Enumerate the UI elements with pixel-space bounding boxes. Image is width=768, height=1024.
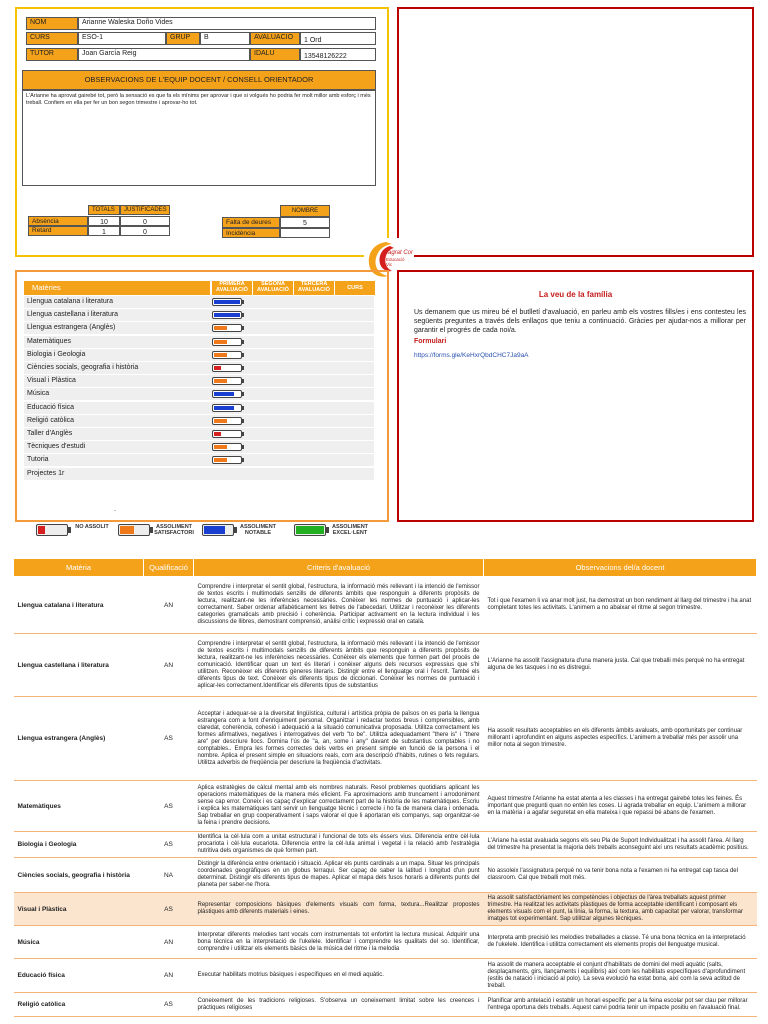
materies-header: Matèries — [24, 281, 210, 295]
criteria-qualificacio: AN — [144, 577, 194, 634]
subject-row — [24, 336, 374, 349]
subject-row — [24, 322, 374, 335]
criteria-materia: Educació física — [14, 959, 144, 993]
subject-name: Biologia i Geologia — [27, 350, 86, 358]
criteria-criteris: Representar composicions bàsiques d'elements visuals com forma, textura...Realitzar propostes plàstiques amb diferents materials i eines. — [194, 893, 484, 926]
nombre-label: NOMBRE — [280, 205, 330, 217]
criteria-criteris: Identifica la cèl·lula com a unitat estructural i funcional de tots els éssers vius. Diferencia entre cèl·lula procariota i cèl·lula eucariota. Diferencia entre la cèl·lula animal i vegetal i la relació amb l'estratègia nutritiva dels organismes de què formen part. — [194, 832, 484, 858]
grup-label: GRUP — [166, 32, 200, 45]
grade-battery-icon — [212, 324, 244, 332]
absencia-just: 0 — [120, 216, 170, 226]
criteria-criteris: Comprendre i interpretar el sentit global, l'estructura, la informació més rellevant i la intenció de l'emissor de textos escrits i multimodals senzills de diferents àmbits que responguin a diferents propòsits de lectura, realitzant-ne les inferències necessàries. Conèixer les normes de puntuació i aplicar-les correctament. Saber ordenar alfabèticament les lletres de l'abecedari. Utilitzar i reconèixer les diferents categories gramaticals amb precisió i coherència. Participar activament en la lectura individual i les discussions de llibres, demostrant comprensió, anàlisi crític i expressió oral en català. — [194, 577, 484, 634]
falta-label: Falta de deures — [222, 217, 280, 228]
subject-name: Llengua estrangera (Anglès) — [27, 324, 116, 332]
absencia-total: 10 — [88, 216, 120, 226]
subject-name: Tutoria — [27, 456, 49, 464]
idalu-label: IDALU — [250, 48, 300, 61]
subject-name: Tècniques d'estudi — [27, 443, 86, 451]
subject-row — [24, 309, 374, 322]
criteria-observacions: Tot i que l'examen li va anar molt just, ha demostrat un bon rendiment al llarg del trimestre i ha anat completant totes les activitats. L'animem a no abaixar el ritme al segon trimestre. — [484, 577, 757, 634]
grade-battery-icon — [212, 364, 244, 372]
avaluacio-value: 1 Ord — [300, 32, 376, 45]
subject-row — [24, 454, 374, 467]
criteria-observacions: Aquest trimestre l'Arianne ha estat atenta a les classes i ha entregat gairebé totes les feines. És important que pregunti quan no entén les coses. Li agrada treballar en equip. L'animem a millorar en la matèria i a agafar seguretat en ella mateixa i que repassi bé abans de l'examen. — [484, 781, 757, 832]
grade-battery-icon — [212, 311, 244, 319]
subject-name: Educació física — [27, 403, 75, 411]
criteria-qualificacio: AS — [144, 832, 194, 858]
criteria-qualificacio: AN — [144, 634, 194, 697]
criteria-materia: Matemàtiques — [14, 781, 144, 832]
col-segona: SEGONA AVALUACIÓ — [253, 281, 293, 295]
subject-row — [24, 428, 374, 441]
curs-label: CURS — [26, 32, 78, 45]
criteria-table — [13, 558, 757, 1017]
subject-row — [24, 402, 374, 415]
criteria-criteris: Interpretar diferents melodies tant vocals com instrumentals tot enfortint la lectura musical. Adquirir una bona tècnica en la interpretació de l'ukelele. Identificar i comprendre les qualitats del so. Identificar, comprendre i utilitzar els elements bàsics de la música del ritme i la melodia — [194, 926, 484, 959]
criteria-observacions: Planificar amb antelació i establir un horari específic per a la feina escolar pot ser clau per millorar l'entrega oportuna dels treballs. Aquest canvi podria tenir un impacte positiu en l'avaluació final. — [484, 993, 757, 1017]
criteria-observacions: Ha assolit resultats acceptables en els diferents àmbits avaluats, amb oportunitats per continuar millorant i aprofundint en alguns aspectes específics. L'animem a treballar més per assolir una millor nota al segon trimestre. — [484, 697, 757, 781]
retard-just: 0 — [120, 226, 170, 236]
subject-name: Llengua castellana i literatura — [27, 311, 119, 319]
logo-line1: Sagrat Cor — [384, 250, 414, 256]
subject-name: Ciències socials, geografia i història — [27, 364, 139, 371]
criteria-materia: Llengua castellana i literatura — [14, 634, 144, 697]
criteria-qualificacio: AN — [144, 959, 194, 993]
criteria-criteris: Comprendre i interpretar el sentit global, l'estructura, la informació més rellevant i la intenció de l'emissor de textos escrits i multimodals senzills de diferents àmbits que responguin a diferents propòsits de lectura, realitzant-ne les inferències necessàries. Conèixer els elements que formen part del procés de comunicació. Identificar quan un text és literari i conèixer alguns dels recursos expressius que s'hi utilitzen. Reconèixer els diferents gèneres literaris. Distingir entre el llenguatge oral i l'escrit. També els diferents tipus de text. Conèixer els diferents tipus de diccionari. Conèixer les normes de puntuació i aplicar-les correctament.Identificar els diferents tipus de substantius — [194, 634, 484, 697]
logo-line2: Educació — [386, 257, 405, 262]
legend-label: ASSOLIMENT EXCEL·LENT — [331, 524, 369, 536]
justificades-label: JUSTIFICADES — [120, 205, 170, 215]
logo-line3: Vic — [386, 262, 393, 267]
criteria-row — [14, 577, 757, 634]
subject-row — [24, 349, 374, 362]
criteria-row — [14, 697, 757, 781]
form-label: Formulari — [414, 338, 447, 345]
subject-row — [24, 441, 374, 454]
legend-battery-icon — [294, 524, 330, 536]
col-primera: PRIMERA AVALUACIÓ — [212, 281, 252, 295]
observacions-title: OBSERVACIONS DE L'EQUIP DOCENT / CONSELL ORIENTADOR — [22, 70, 376, 90]
form-link[interactable]: https://forms.gle/KeHxrQbdCHC7Ja9aA — [414, 352, 529, 359]
subject-name: Llengua catalana i literatura — [27, 298, 114, 305]
criteria-observacions: Ha assolit satisfactòriament les competències i objectius de l'àrea treballats aquest primer trimestre. Ha realitzat les activitats plàstiques de forma acceptable identificant i composant els elements visuals com el punt, la línia, la forma, la textura, amb capacitat per valorar, transformar imatges tot experimentant. Sap utilitzar algunes tècniques. — [484, 893, 757, 926]
criteria-qualificacio: AS — [144, 781, 194, 832]
col-tercera: TERCERA AVALUACIÓ — [294, 281, 334, 295]
grade-battery-icon — [212, 417, 244, 425]
grade-battery-icon — [212, 351, 244, 359]
th-criteris: Criteris d'avaluació — [194, 559, 484, 577]
subject-name: Música — [27, 390, 50, 398]
dot-mark: . — [114, 506, 116, 513]
subject-row — [24, 468, 374, 481]
retard-total: 1 — [88, 226, 120, 236]
criteria-criteris: Distingir la diferència entre orientació i situació. Aplicar els punts cardinals a un mapa. Situar les principals coordenades geogràfiques en un globus terraqui. Ser capaç de saber la latitud i longitud d'un punt determinat. Distingir els diferents tipus de mapes. Aplicar el mapa dels fusos horaris a diferents punts del planeta per saber-ne l'hora. — [194, 858, 484, 893]
subject-name: Taller d'Anglès — [27, 430, 73, 437]
subject-row — [24, 375, 374, 388]
subject-row — [24, 296, 374, 309]
totals-label: TOTALS — [88, 205, 120, 215]
tutor-value: Joan García Reig — [78, 48, 250, 61]
subject-name: Projectes 1r — [27, 469, 65, 477]
criteria-observacions: No assoleix l'assignatura perquè no va tenir bona nota a l'examen ni ha entregat cap tasca del classroom. Cal que treballi molt més. — [484, 858, 757, 893]
blank-panel — [397, 7, 754, 257]
curs-value: ESO-1 — [78, 32, 166, 45]
criteria-row — [14, 926, 757, 959]
criteria-qualificacio: AS — [144, 697, 194, 781]
criteria-observacions: Interpreta amb precisió les melodies treballades a classe. Té una bona tècnica en la interpretació de l'ukelele. Identifica i utilitza correctament els elements propis del llenguatge musical. — [484, 926, 757, 959]
family-text: Us demanem que us mireu bé el butlletí d'avaluació, en parleu amb els vostres fills/es i ens contesteu les següents preguntes a través dels enllaços que teniu a continuació. Gràcies per ajudar-nos a millorar per garantir el progrés de cada noi/a. — [414, 309, 746, 334]
grade-battery-icon — [212, 404, 244, 412]
falta-value: 5 — [280, 217, 330, 228]
avaluacio-label: AVALUACIÓ — [250, 32, 300, 45]
grade-battery-icon — [212, 338, 244, 346]
criteria-observacions: L'Arianne ha assolit l'assignatura d'una manera justa. Cal que treballi més perquè no ha entregat alguna de les tasques i no es distregui. — [484, 634, 757, 697]
idalu-value: 13548126222 — [300, 48, 376, 61]
criteria-materia: Ciències socials, geografia i història — [14, 858, 144, 893]
criteria-materia: Biologia i Geologia — [14, 832, 144, 858]
grade-battery-icon — [212, 298, 244, 306]
legend-label: NO ASSOLIT — [75, 524, 109, 530]
tutor-label: TUTOR — [26, 48, 78, 61]
col-curs: CURS — [335, 281, 375, 295]
grup-value: B — [200, 32, 250, 45]
criteria-qualificacio: AN — [144, 926, 194, 959]
grade-battery-icon — [212, 390, 244, 398]
criteria-materia: Religió catòlica — [14, 993, 144, 1017]
criteria-qualificacio: AS — [144, 993, 194, 1017]
grade-battery-icon — [212, 443, 244, 451]
retard-label: Retard — [28, 226, 88, 236]
criteria-row — [14, 781, 757, 832]
subject-row — [24, 415, 374, 428]
criteria-criteris: Aplica estratègies de càlcul mental amb els nombres naturals. Resol problemes quotidians aplicant les operacions matemàtiques de la manera més eficient. Fa aproximacions amb truncament i arrodoniment sense cap error. Coneix i es capaç d'explicar correctament part de la història de les matemàtiques. Escriu i explica les matemàtiques tant servir un llenguatge tècnic i correcte i ho fa de manera clara i ordenada. Sap treballar en grup cooperativament i saps valorar el que li aportaran els companys, sap organitzar-se la feina i prendre decisions. — [194, 781, 484, 832]
criteria-criteris: Coneixement de les tradicions religioses. S'observa un coneixement limitat sobre les creences i pràctiques religioses — [194, 993, 484, 1017]
th-qualificacio: Qualificació — [144, 559, 194, 577]
subject-name: Matemàtiques — [27, 337, 71, 345]
absencia-label: Absència — [28, 216, 88, 226]
criteria-materia: Visual i Plàstica — [14, 893, 144, 926]
incidencia-value — [280, 228, 330, 238]
criteria-row — [14, 959, 757, 993]
legend-battery-icon — [118, 524, 154, 536]
legend-battery-icon — [202, 524, 238, 536]
grade-battery-icon — [212, 377, 244, 385]
criteria-observacions: L'Ariane ha estat avaluada segons els seu Pla de Suport Individualitzat i ha assolit l'àrea. Al llarg del trimestre ha presentat la majoria dels treballs aconseguint així uns resultats acadèmic positius. — [484, 832, 757, 858]
criteria-criteris: Executar habilitats motrius bàsiques i específiques en el medi aquàtic. — [194, 959, 484, 993]
observacions-text: L'Arianne ha aprovat gairebé tot, però la sensació es que fa els mínims per aprovar i que si volgués ho podria fer molt millor amb esforç i més treball. Confiem en ella per fer un bon segon trimestre i aprovar-ho tot. — [22, 90, 376, 186]
legend-battery-icon — [36, 524, 72, 536]
grade-battery-icon — [212, 430, 244, 438]
criteria-row — [14, 858, 757, 893]
criteria-qualificacio: AS — [144, 893, 194, 926]
subject-row — [24, 362, 374, 375]
grade-battery-icon — [212, 456, 244, 464]
criteria-row — [14, 832, 757, 858]
criteria-row — [14, 993, 757, 1017]
subject-name: Visual i Plàstica — [27, 377, 76, 385]
criteria-qualificacio: NA — [144, 858, 194, 893]
nom-label: NOM — [26, 17, 78, 30]
criteria-criteris: Acceptar i adequar-se a la diversitat lingüística, cultural i artística pròpia de països on es parla la llengua estrangera com a font d'enriquiment personal. Organitzar i redactar textos breus i comprensibles, amb claredat, coherència, cohesió i adequació a la situació comunicativa proposada. Utilitza correctament les formes afirmatives, negatives i interrogatives del verb "to be". Utilitza adequadament "there is" i "there are" per descriure llocs. Domina l'ús de "a, an, some i any" davant de substantius comptables i no comptables.. Empra les formes correctes dels verbs en present simple en funció de la persona i el nombre. Aplica el present simple en situacions reals, com ara descripció d'hàbits, rutines o fets regulars. Utilitza adverbis de freqüència per descriure la freqüència d'activitats. — [194, 697, 484, 781]
subject-row — [24, 388, 374, 401]
th-observacions: Observacions del/a docent — [484, 559, 757, 577]
criteria-materia: Llengua estrangera (Anglès) — [14, 697, 144, 781]
subject-name: Religió catòlica — [27, 416, 75, 424]
criteria-materia: Música — [14, 926, 144, 959]
criteria-row — [14, 634, 757, 697]
criteria-observacions: Ha assolit de manera acceptable el conjunt d'habilitats de domini del medi aquàtic (salts, desplaçaments, girs, llançaments i equilibris) així com les habilitats específiques d'aprofundiment (estils de natació i iniciació al polo). La seva evolució ha estat bona, així com la seva actitud de treball. — [484, 959, 757, 993]
legend-label: ASSOLIMENT SATISFACTORI — [154, 524, 194, 536]
criteria-materia: Llengua catalana i literatura — [14, 577, 144, 634]
incidencia-label: Incidència — [222, 228, 280, 238]
legend-label: ASSOLIMENT NOTABLE — [239, 524, 277, 536]
nom-value: Arianne Waleska Doño Vides — [78, 17, 376, 30]
criteria-row — [14, 893, 757, 926]
family-title: La veu de la família — [538, 290, 613, 299]
th-materia: Matèria — [14, 559, 144, 577]
